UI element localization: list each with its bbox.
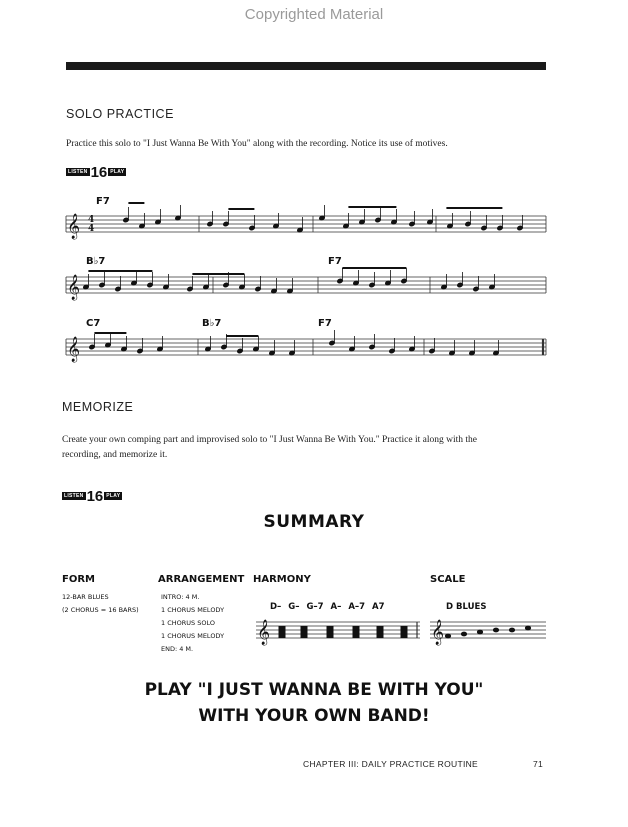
time-signature-bottom: 4 — [88, 224, 95, 234]
solo-practice-heading: SOLO PRACTICE — [66, 107, 174, 121]
scale-note — [525, 626, 530, 630]
arrangement-line: INTRO: 4 M. — [161, 593, 200, 601]
scale-note — [461, 632, 466, 636]
chord-note — [353, 627, 359, 630]
scale-note — [445, 634, 450, 638]
chord-note — [327, 627, 333, 630]
arrangement-line: 1 CHORUS MELODY — [161, 606, 225, 614]
harmony-heading: HARMONY — [253, 574, 311, 585]
scale-name: D BLUES — [446, 602, 487, 612]
closing-line-2: WITH YOUR OWN BAND! — [198, 706, 430, 726]
time-signature-top: 4 — [88, 215, 95, 225]
track-badge-2 — [62, 488, 122, 504]
arrangement-heading: ARRANGEMENT — [158, 574, 245, 585]
memorize-line-2: recording, and memorize it. — [62, 450, 168, 460]
treble-clef: 𝄞 — [257, 620, 271, 645]
chord-note — [301, 635, 307, 638]
play-tag: PLAY — [106, 493, 121, 499]
solo-practice-instructions: Practice this solo to "I Just Wanna Be With You" along with the recording. Notice its use of motives. — [66, 139, 448, 149]
treble-clef: 𝄞 — [67, 275, 81, 300]
chord-note — [279, 627, 285, 630]
copyright-watermark: Copyrighted Material — [244, 6, 384, 23]
memorize-heading: MEMORIZE — [62, 400, 134, 414]
arrangement-line: 1 CHORUS SOLO — [161, 619, 215, 627]
scale-note — [477, 630, 482, 634]
listen-tag: LISTEN — [68, 169, 88, 175]
scale-note — [493, 628, 498, 632]
summary-title: SUMMARY — [263, 512, 365, 532]
chord-note — [377, 627, 383, 630]
chord-note — [279, 635, 285, 638]
closing-line-1: PLAY "I JUST WANNA BE WITH YOU" — [144, 680, 484, 700]
form-heading: FORM — [62, 574, 95, 585]
chord-note — [377, 631, 383, 634]
track-number: 16 — [86, 487, 104, 505]
chord-note — [327, 631, 333, 634]
chord-note — [377, 635, 383, 638]
chord-note — [401, 631, 407, 634]
chord-note — [279, 631, 285, 634]
treble-clef: 𝄞 — [67, 337, 81, 362]
memorize-line-1: Create your own comping part and improvised solo to "I Just Wanna Be With You." Practice it along with the — [62, 435, 477, 445]
chord-symbol: C7 — [86, 318, 101, 329]
form-line: 12-BAR BLUES — [62, 593, 109, 601]
harmony-chords: D– G– G–7 A– A–7 A7 — [270, 602, 385, 612]
chord-symbol: F7 — [318, 318, 332, 329]
listen-tag: LISTEN — [64, 493, 84, 499]
arrangement-line: 1 CHORUS MELODY — [161, 632, 225, 640]
track-number: 16 — [90, 163, 108, 181]
play-tag: PLAY — [110, 169, 125, 175]
chord-symbol: F7 — [328, 256, 342, 267]
chord-symbol: B♭7 — [86, 256, 106, 267]
chord-note — [353, 631, 359, 634]
scale-note — [509, 628, 514, 632]
chord-symbol: F7 — [96, 196, 110, 207]
chord-note — [353, 635, 359, 638]
page-number: 71 — [533, 759, 544, 769]
arrangement-line: END: 4 M. — [161, 645, 194, 653]
chord-note — [301, 631, 307, 634]
treble-clef: 𝄞 — [431, 620, 445, 645]
footer-chapter: CHAPTER III: DAILY PRACTICE ROUTINE — [303, 759, 479, 769]
chord-note — [401, 635, 407, 638]
scale-heading: SCALE — [430, 574, 466, 585]
treble-clef: 𝄞 — [67, 214, 81, 239]
form-line: (2 CHORUS = 16 BARS) — [62, 606, 139, 614]
chord-note — [327, 635, 333, 638]
chord-note — [401, 627, 407, 630]
chord-note — [301, 627, 307, 630]
chord-symbol: B♭7 — [202, 318, 222, 329]
